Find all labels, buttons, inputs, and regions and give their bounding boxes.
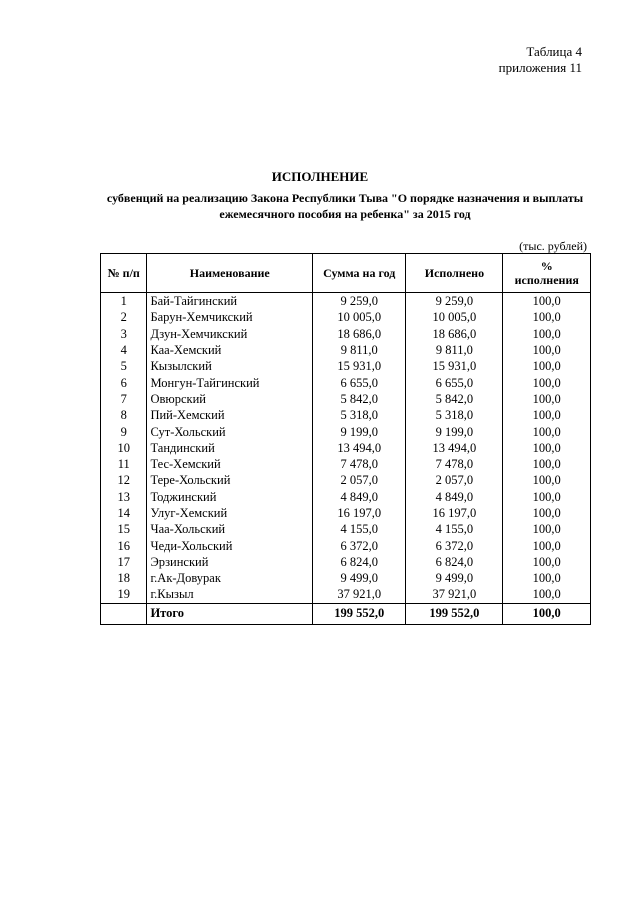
- table-row: [101, 407, 591, 423]
- cell-percent: 100,0: [503, 456, 591, 472]
- table-row: [101, 358, 591, 374]
- table-row: [101, 342, 591, 358]
- cell-name: Дзун-Хемчикский: [147, 326, 313, 342]
- cell-sum: 9 199,0: [313, 423, 406, 439]
- cell-sum: 18 686,0: [313, 326, 406, 342]
- cell-num: 13: [101, 489, 147, 505]
- header-name: Наименование: [147, 254, 313, 293]
- cell-sum: 6 372,0: [313, 537, 406, 553]
- cell-name: Тере-Хольский: [147, 472, 313, 488]
- cell-sum: 9 259,0: [313, 293, 406, 310]
- total-label: Итого: [147, 603, 313, 624]
- cell-num: 17: [101, 554, 147, 570]
- cell-num: 7: [101, 391, 147, 407]
- cell-executed: 7 478,0: [406, 456, 503, 472]
- cell-num: 19: [101, 586, 147, 603]
- table-row: [101, 472, 591, 488]
- subtitle-line-1: субвенций на реализацию Закона Республики Тыва "О порядке назначения и выплаты: [106, 191, 584, 205]
- cell-num: 6: [101, 374, 147, 390]
- cell-percent: 100,0: [503, 391, 591, 407]
- cell-percent: 100,0: [503, 374, 591, 390]
- cell-executed: 37 921,0: [406, 586, 503, 603]
- table-row: [101, 554, 591, 570]
- header-percent-sign: %: [540, 259, 553, 273]
- cell-sum: 7 478,0: [313, 456, 406, 472]
- cell-sum: 5 318,0: [313, 407, 406, 423]
- cell-sum: 9 499,0: [313, 570, 406, 586]
- cell-num: 9: [101, 423, 147, 439]
- cell-executed: 6 372,0: [406, 537, 503, 553]
- cell-executed: 18 686,0: [406, 326, 503, 342]
- cell-sum: 13 494,0: [313, 440, 406, 456]
- cell-name: Пий-Хемский: [147, 407, 313, 423]
- cell-name: Монгун-Тайгинский: [147, 374, 313, 390]
- table-row: [101, 537, 591, 553]
- cell-name: Чеди-Хольский: [147, 537, 313, 553]
- cell-percent: 100,0: [503, 537, 591, 553]
- table-row: [101, 489, 591, 505]
- cell-name: Барун-Хемчикский: [147, 309, 313, 325]
- total-executed: 199 552,0: [406, 603, 503, 624]
- document-reference: [499, 44, 582, 76]
- cell-executed: 9 199,0: [406, 423, 503, 439]
- cell-num: 8: [101, 407, 147, 423]
- cell-num: 11: [101, 456, 147, 472]
- cell-percent: 100,0: [503, 358, 591, 374]
- cell-executed: 6 655,0: [406, 374, 503, 390]
- header-executed: Исполнено: [406, 254, 503, 293]
- table-row: [101, 456, 591, 472]
- cell-num: 16: [101, 537, 147, 553]
- cell-sum: 4 849,0: [313, 489, 406, 505]
- cell-executed: 16 197,0: [406, 505, 503, 521]
- table-row: [101, 570, 591, 586]
- table-row: [101, 521, 591, 537]
- cell-sum: 37 921,0: [313, 586, 406, 603]
- execution-table: [100, 253, 591, 625]
- total-row: [101, 603, 591, 624]
- cell-percent: 100,0: [503, 505, 591, 521]
- cell-sum: 15 931,0: [313, 358, 406, 374]
- cell-percent: 100,0: [503, 407, 591, 423]
- cell-sum: 6 824,0: [313, 554, 406, 570]
- cell-name: г.Ак-Довурак: [147, 570, 313, 586]
- cell-executed: 9 499,0: [406, 570, 503, 586]
- table-row: [101, 505, 591, 521]
- cell-num: 1: [101, 293, 147, 310]
- document-subtitle: [100, 190, 590, 222]
- cell-percent: 100,0: [503, 342, 591, 358]
- cell-percent: 100,0: [503, 326, 591, 342]
- cell-percent: 100,0: [503, 570, 591, 586]
- cell-executed: 2 057,0: [406, 472, 503, 488]
- cell-sum: 10 005,0: [313, 309, 406, 325]
- cell-num: 14: [101, 505, 147, 521]
- cell-name: Тоджинский: [147, 489, 313, 505]
- table-row: [101, 391, 591, 407]
- subtitle-line-2: ежемесячного пособия на ребенка" за 2015 год: [219, 207, 471, 221]
- cell-num: 3: [101, 326, 147, 342]
- cell-num: 15: [101, 521, 147, 537]
- cell-num: 10: [101, 440, 147, 456]
- cell-name: Сут-Хольский: [147, 423, 313, 439]
- total-sum: 199 552,0: [313, 603, 406, 624]
- cell-percent: 100,0: [503, 521, 591, 537]
- cell-percent: 100,0: [503, 472, 591, 488]
- cell-percent: 100,0: [503, 309, 591, 325]
- cell-name: Тандинский: [147, 440, 313, 456]
- cell-percent: 100,0: [503, 423, 591, 439]
- table-row: [101, 440, 591, 456]
- cell-name: Чаа-Хольский: [147, 521, 313, 537]
- table-row: [101, 326, 591, 342]
- cell-executed: 9 811,0: [406, 342, 503, 358]
- document-title: ИСПОЛНЕНИЕ: [271, 169, 369, 184]
- cell-name: Улуг-Хемский: [147, 505, 313, 521]
- table-row: [101, 293, 591, 310]
- cell-num: 18: [101, 570, 147, 586]
- header-num: № п/п: [101, 254, 147, 293]
- cell-num: 12: [101, 472, 147, 488]
- cell-executed: 4 849,0: [406, 489, 503, 505]
- total-percent: 100,0: [503, 603, 591, 624]
- cell-name: Эрзинский: [147, 554, 313, 570]
- cell-num: 2: [101, 309, 147, 325]
- cell-percent: 100,0: [503, 586, 591, 603]
- cell-name: Тес-Хемский: [147, 456, 313, 472]
- cell-sum: 4 155,0: [313, 521, 406, 537]
- cell-name: Каа-Хемский: [147, 342, 313, 358]
- total-num: [101, 603, 147, 624]
- cell-percent: 100,0: [503, 489, 591, 505]
- cell-sum: 2 057,0: [313, 472, 406, 488]
- cell-executed: 15 931,0: [406, 358, 503, 374]
- cell-name: Кызылский: [147, 358, 313, 374]
- cell-sum: 16 197,0: [313, 505, 406, 521]
- cell-executed: 13 494,0: [406, 440, 503, 456]
- cell-name: Овюрский: [147, 391, 313, 407]
- appendix-number: приложения 11: [498, 60, 582, 75]
- cell-name: Бай-Тайгинский: [147, 293, 313, 310]
- cell-name: г.Кызыл: [147, 586, 313, 603]
- cell-num: 4: [101, 342, 147, 358]
- cell-executed: 9 259,0: [406, 293, 503, 310]
- header-sum: Сумма на год: [313, 254, 406, 293]
- cell-executed: 10 005,0: [406, 309, 503, 325]
- header-percent-label: исполнения: [514, 273, 579, 287]
- table-row: [101, 423, 591, 439]
- cell-executed: 5 842,0: [406, 391, 503, 407]
- table-number: Таблица 4: [526, 44, 582, 59]
- cell-executed: 6 824,0: [406, 554, 503, 570]
- cell-percent: 100,0: [503, 554, 591, 570]
- cell-executed: 5 318,0: [406, 407, 503, 423]
- cell-percent: 100,0: [503, 440, 591, 456]
- table-row: [101, 374, 591, 390]
- cell-sum: 9 811,0: [313, 342, 406, 358]
- table-header-row: [101, 254, 591, 293]
- cell-num: 5: [101, 358, 147, 374]
- table-row: [101, 309, 591, 325]
- cell-percent: 100,0: [503, 293, 591, 310]
- units-note: (тыс. рублей): [519, 239, 587, 253]
- header-percent: [503, 254, 591, 293]
- cell-executed: 4 155,0: [406, 521, 503, 537]
- cell-sum: 6 655,0: [313, 374, 406, 390]
- cell-sum: 5 842,0: [313, 391, 406, 407]
- table-row: [101, 586, 591, 603]
